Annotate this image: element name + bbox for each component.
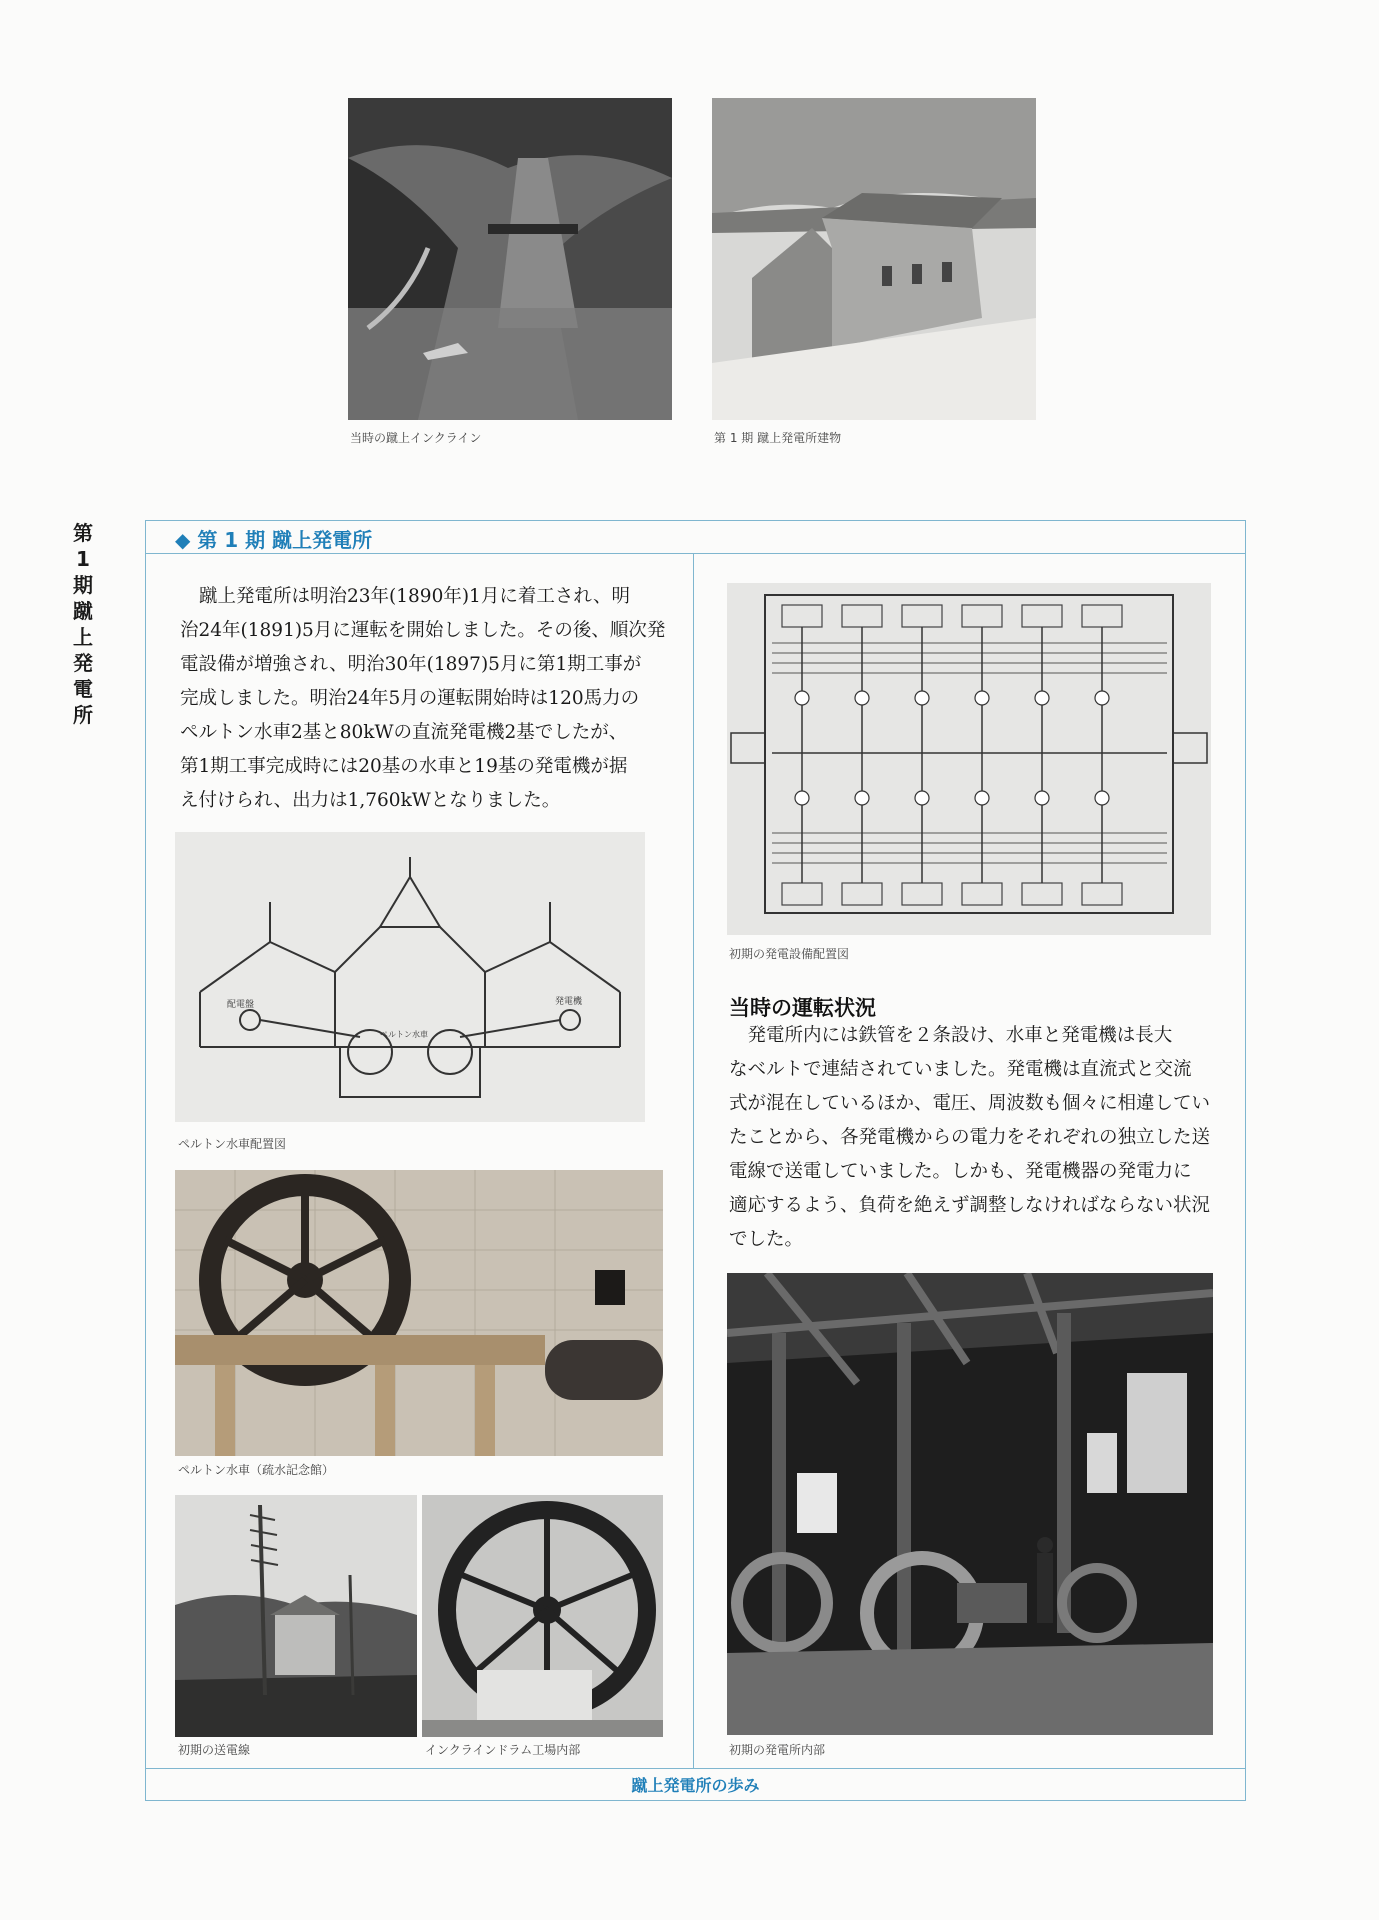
interior-photo	[727, 1273, 1213, 1735]
operation-line: 式が混在しているほか、電圧、周波数も個々に相違してい	[729, 1093, 1211, 1114]
equipment-layout-plan	[727, 583, 1211, 935]
building-photo	[712, 98, 1036, 420]
side-title-char: 第	[73, 521, 93, 545]
operation-line: 発電所内には鉄管を２条設け、水車と発電機は長大	[729, 1025, 1173, 1046]
interior-caption: 初期の発電所内部	[729, 1743, 826, 1757]
operation-heading: 当時の運転状況	[729, 996, 876, 1020]
pelton-layout-diagram	[175, 832, 645, 1122]
incline-drum-photo	[422, 1495, 663, 1737]
side-title-char: 期	[73, 573, 93, 597]
footer-title: 蹴上発電所の歩み	[631, 1776, 760, 1795]
column-divider	[693, 554, 694, 1768]
equipment-layout-caption: 初期の発電設備配置図	[729, 947, 850, 961]
side-title-char: 所	[73, 703, 93, 727]
intro-line: 治24年(1891)5月に運転を開始しました。その後、順次発	[180, 620, 666, 641]
incline-photo	[348, 98, 672, 420]
side-title-char: 蹴	[73, 599, 93, 623]
operation-line: でした。	[729, 1229, 804, 1250]
transmission-line-photo	[175, 1495, 417, 1737]
intro-line: え付けられ、出力は1,760kWとなりました。	[180, 790, 561, 811]
operation-line: 適応するよう、負荷を絶えず調整しなければならない状況	[729, 1195, 1211, 1216]
pelton-wheel-photo	[175, 1170, 663, 1456]
section-heading: ◆ 第 1 期 蹴上発電所	[175, 528, 373, 552]
intro-line: 電設備が増強され、明治30年(1897)5月に第1期工事が	[180, 654, 642, 675]
building-caption: 第 1 期 蹴上発電所建物	[714, 431, 842, 445]
diagram-label-right: 発電機	[555, 997, 583, 1007]
footer-divider	[145, 1768, 1246, 1769]
intro-line: 蹴上発電所は明治23年(1890年)1月に着工され、明	[199, 586, 630, 607]
pelton-diagram-caption: ペルトン水車配置図	[178, 1137, 287, 1151]
intro-line: ペルトン水車2基と80kWの直流発電機2基でしたが、	[180, 722, 628, 743]
operation-line: たことから、各発電機からの電力をそれぞれの独立した送	[729, 1127, 1211, 1148]
intro-line: 第1期工事完成時には20基の水車と19基の発電機が据	[180, 756, 628, 777]
pelton-wheel-caption: ペルトン水車（疏水記念館）	[178, 1463, 335, 1477]
operation-paragraph	[729, 1019, 1219, 1257]
side-title-char: 1	[76, 547, 90, 571]
section-header	[145, 520, 1246, 554]
intro-line: 完成しました。明治24年5月の運転開始時は120馬力の	[180, 688, 640, 709]
intro-paragraph	[180, 580, 670, 818]
incline-drum-caption: インクラインドラム工場内部	[425, 1743, 581, 1757]
side-title	[70, 520, 96, 728]
diagram-label-left: 配電盤	[227, 1000, 255, 1010]
side-title-char: 電	[73, 677, 93, 701]
diagram-label-wheel: ペルトン水車	[380, 1030, 428, 1039]
transmission-line-caption: 初期の送電線	[178, 1743, 251, 1757]
operation-line: なベルトで連結されていました。発電機は直流式と交流	[729, 1059, 1192, 1080]
operation-line: 電線で送電していました。しかも、発電機器の発電力に	[729, 1161, 1192, 1182]
side-title-char: 上	[73, 625, 93, 649]
side-title-char: 発	[73, 651, 93, 675]
incline-caption: 当時の蹴上インクライン	[350, 431, 482, 445]
